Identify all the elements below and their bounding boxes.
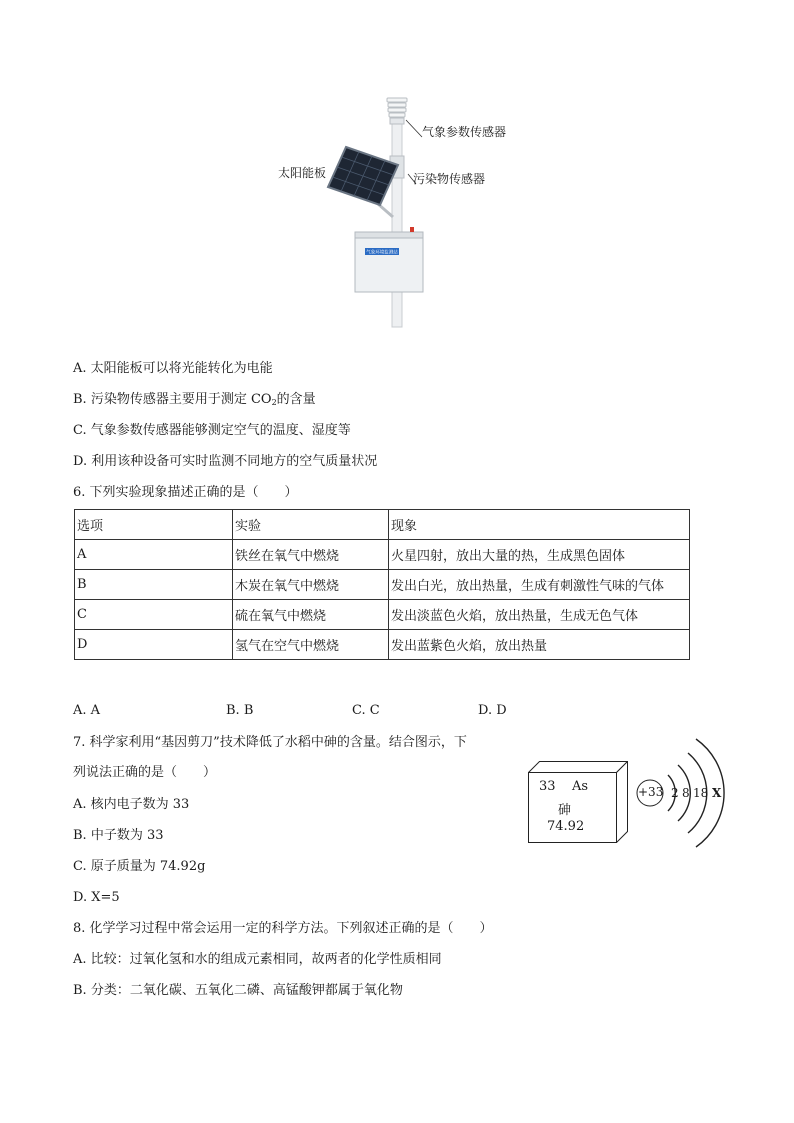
monitoring-station-figure	[270, 92, 530, 328]
table-row	[75, 630, 690, 660]
table-cell: A	[75, 540, 233, 570]
table-header-row	[75, 510, 690, 540]
table-cell: 木炭在氧气中燃烧	[233, 570, 389, 600]
q5-option-b	[73, 391, 316, 412]
q6-stem: 6. 下列实验现象描述正确的是（ ）	[73, 485, 298, 500]
q6-option-d: D. D	[478, 703, 507, 718]
experiment-table	[74, 509, 690, 660]
element-atomic-number: 33	[539, 779, 556, 794]
shell-3-electrons: 18	[693, 786, 709, 800]
q5-option-b-subscript: 2	[271, 398, 277, 407]
table-cell: D	[75, 630, 233, 660]
table-cell: 发出淡蓝色火焰，放出热量，生成无色气体	[389, 600, 690, 630]
q7-option-c: C. 原子质量为 74.92g	[73, 859, 206, 874]
shell-1-electrons: 2	[671, 786, 679, 800]
q6-option-a: A. A	[73, 703, 101, 718]
shell-4-electrons: X	[712, 786, 722, 800]
weather-sensor-label: 气象参数传感器	[422, 125, 507, 139]
q7-option-d: D. X=5	[73, 890, 120, 905]
q5-option-d: D. 利用该种设备可实时监测不同地方的空气质量状况	[73, 454, 378, 469]
table-cell: 硫在氧气中燃烧	[233, 600, 389, 630]
q5-option-b-suffix: 的含量	[276, 392, 316, 407]
table-cell: 火星四射，放出大量的热，生成黑色固体	[389, 540, 690, 570]
element-name: 砷	[558, 803, 572, 818]
q8-option-a: A. 比较：过氧化氢和水的组成元素相同，故两者的化学性质相同	[73, 952, 442, 967]
q7-stem-line2: 列说法正确的是（ ）	[73, 765, 217, 780]
table-row	[75, 540, 690, 570]
q5-option-b-prefix: B. 污染物传感器主要用于测定 CO	[73, 392, 272, 407]
table-header-cell: 实验	[233, 510, 389, 540]
table-header-cell: 现象	[389, 510, 690, 540]
q8-stem: 8. 化学学习过程中常会运用一定的科学方法。下列叙述正确的是（ ）	[73, 921, 493, 936]
table-cell: 发出白光，放出热量，生成有刺激性气味的气体	[389, 570, 690, 600]
q5-option-c: C. 气象参数传感器能够测定空气的温度、湿度等	[73, 423, 351, 438]
table-cell: 铁丝在氧气中燃烧	[233, 540, 389, 570]
element-symbol: As	[572, 779, 589, 794]
table-cell: C	[75, 600, 233, 630]
shell-2-electrons: 8	[682, 786, 690, 800]
q5-option-a: A. 太阳能板可以将光能转化为电能	[73, 361, 273, 376]
solar-panel-label: 太阳能板	[278, 166, 327, 180]
station-box-plate: 气象环境监测站	[366, 250, 398, 256]
table-row	[75, 570, 690, 600]
q6-option-b: B. B	[226, 703, 254, 718]
nucleus-charge: +33	[638, 785, 664, 799]
q6-option-c: C. C	[352, 703, 380, 718]
q7-stem-line1: 7. 科学家利用“基因剪刀”技术降低了水稻中砷的含量。结合图示，下	[73, 735, 467, 750]
table-cell: B	[75, 570, 233, 600]
table-cell: 发出蓝紫色火焰，放出热量	[389, 630, 690, 660]
atomic-structure-diagram	[634, 735, 726, 855]
table-row	[75, 600, 690, 630]
element-atomic-mass: 74.92	[547, 819, 585, 834]
q7-option-b: B. 中子数为 33	[73, 828, 164, 843]
q8-option-b: B. 分类：二氧化碳、五氧化二磷、高锰酸钾都属于氧化物	[73, 983, 403, 998]
table-cell: 氢气在空气中燃烧	[233, 630, 389, 660]
table-header-cell: 选项	[75, 510, 233, 540]
pollutant-sensor-label: 污染物传感器	[413, 172, 486, 186]
q7-option-a: A. 核内电子数为 33	[73, 797, 190, 812]
periodic-element-cell	[528, 761, 628, 843]
